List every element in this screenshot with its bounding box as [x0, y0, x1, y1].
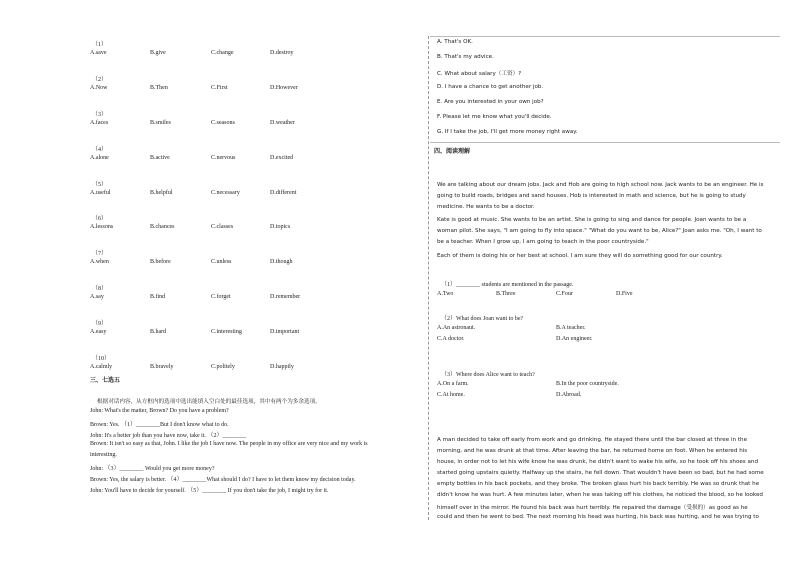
- question-number: （8）: [92, 286, 108, 292]
- question-number: （5）: [92, 182, 108, 188]
- option-b: B.find: [150, 294, 166, 300]
- dialogue-line: Brown: Yes, the salary is better. （4）________What should I do? I have to let them know my decision today.: [90, 477, 356, 483]
- dialogue-line: Brown: It isn't so easy as that, John. I like the job I have now. The people in my office are very nice and my work is: [90, 441, 368, 447]
- column-divider: [428, 36, 429, 520]
- box-option: B. That's my advice.: [437, 54, 494, 60]
- question-stem: （2）What does Joan want to be?: [441, 316, 524, 322]
- question-number: （2）: [92, 77, 108, 83]
- dialogue-line: interesting.: [90, 452, 117, 458]
- option-b: B.give: [150, 50, 166, 56]
- option-d: D.Abroad.: [556, 392, 582, 398]
- box-option: C. What about salary（工资）?: [437, 71, 522, 77]
- passage-line: medicine. He wants to be a doctor.: [437, 204, 535, 210]
- option-d: D.An engineer.: [556, 336, 593, 342]
- dialogue-line: John: （3）________ Would you get more money?: [90, 466, 215, 472]
- dialogue-line: John: What's the matter, Brown? Do you have a problem?: [90, 408, 229, 414]
- option-a: A.lessons: [90, 224, 114, 230]
- option-d: D.weather: [270, 120, 295, 126]
- question-number: （3）: [92, 112, 108, 118]
- passage-line: morning, and he was drunk at that time. After leaving the bar, he returned home on foot. When he entered his: [437, 448, 748, 454]
- option-c: C.Four: [556, 291, 573, 297]
- option-c: C.nervous: [211, 155, 236, 161]
- dialogue-line: John: You'll have to decide for yourself. （5）________ If you don't take the job, I might try for it.: [90, 488, 329, 494]
- option-a: A.easy: [90, 329, 107, 335]
- option-d: D.remember: [270, 294, 301, 300]
- option-a: A.useful: [90, 190, 111, 196]
- box-option: F. Please let me know what you'll decide.: [437, 114, 552, 120]
- option-b: B.before: [150, 259, 171, 265]
- passage-line: Kate is good at music. She wants to be an artist. She is going to sing and dance for people. Joan wants to be a: [437, 217, 747, 223]
- question-number: （9）: [92, 321, 108, 327]
- option-b: B.hard: [150, 329, 167, 335]
- box-top-border: [430, 36, 780, 37]
- option-b: B.active: [150, 155, 170, 161]
- option-a: A.say: [90, 294, 104, 300]
- option-d: D.topics: [270, 224, 291, 230]
- option-a: A.alone: [90, 155, 109, 161]
- option-a: A.Now: [90, 85, 108, 91]
- option-d: D.important: [270, 329, 300, 335]
- option-c: C.change: [211, 50, 234, 56]
- option-a: A.On a farm.: [437, 381, 469, 387]
- passage-line: woman pilot. She says, "I am going to fly into space." "What do you want to be, Alice?" Joan asks me. "Oh, I want to: [437, 228, 762, 234]
- passage-line: be a teacher. When I grow up, I am going to teach in the poor countryside.": [437, 239, 649, 245]
- passage-line: Each of them is doing his or her best at school. I am sure they will do something good for our country.: [437, 253, 723, 259]
- option-c: C.unless: [211, 259, 232, 265]
- question-number: （7）: [92, 251, 108, 257]
- option-c: C.At home.: [437, 392, 465, 398]
- passage-line: house, in order not to let his wife know he was drunk, he didn't want to wake his wife, so he took off his shoes and: [437, 459, 759, 465]
- passage-line: going to build roads, bridges and sand houses. Hob is interested in math and science, but he is going to study: [437, 193, 746, 199]
- option-d: D.different: [270, 190, 297, 196]
- option-b: B.Then: [150, 85, 168, 91]
- box-option: E. Are you interested in your own job?: [437, 99, 544, 105]
- option-c: C.classes: [211, 224, 234, 230]
- section-instruction: 根据对话内容，从方框内的选项中选出能填入空白处的最佳选项，其中有两个为多余选项。: [97, 399, 321, 405]
- option-d: D.destroy: [270, 50, 294, 56]
- option-c: C.seasons: [211, 120, 235, 126]
- question-stem: （1）________ students are mentioned in the passage.: [441, 282, 574, 288]
- option-d: D.though: [270, 259, 293, 265]
- option-b: B.helpful: [150, 190, 173, 196]
- passage-line: could and then he went to bed. The next morning his head was hurting, his back was hurting, and he was trying to: [437, 514, 759, 520]
- option-b: B.chances: [150, 224, 175, 230]
- option-b: B.bravely: [150, 364, 174, 370]
- option-a: A.Two: [437, 291, 454, 297]
- option-c: C.interesting: [211, 329, 242, 335]
- option-a: A.faces: [90, 120, 109, 126]
- passage-line: himself over in the mirror. He found his back was hurt terribly. He repaired the damage（受损的）as good as he: [437, 505, 748, 511]
- box-option: G. If I take the job, I'll get more money right away.: [437, 129, 578, 135]
- question-stem: （3）Where does Alice want to teach?: [441, 372, 535, 378]
- option-c: C.A doctor.: [437, 336, 465, 342]
- option-d: D.However: [270, 85, 298, 91]
- option-c: C.First: [211, 85, 228, 91]
- box-option: D. I have a chance to get another job.: [437, 84, 544, 90]
- question-number: （10）: [92, 356, 111, 362]
- dialogue-line: John: It's a better job than you have now, take it. （2）________: [90, 433, 247, 439]
- box-bottom-border: [430, 142, 780, 143]
- passage-line: started going upstairs quietly. Halfway up the stairs, he fell down. That wouldn't have been so bad, but he had some: [437, 470, 764, 476]
- section-title: 三、七选五: [90, 377, 121, 384]
- passage-line: didn't know he was hurt. A few minutes later, when he was taking off his clothes, he noticed the blood, so he looked: [437, 492, 763, 498]
- section-title: 四、阅读理解: [434, 148, 471, 155]
- passage-line: A man decided to take off early from work and go drinking. He stayed there until the bar closed at three in the: [437, 437, 748, 443]
- option-d: D.happily: [270, 364, 294, 370]
- option-b: B.smiles: [150, 120, 171, 126]
- option-c: C.necessary: [211, 190, 240, 196]
- passage-line: empty bottles in his back pockets, and they broke. The broken glass hurt his back terribly. He was so drunk that he: [437, 481, 760, 487]
- option-a: A.save: [90, 50, 107, 56]
- box-option: A. That's OK.: [437, 39, 473, 45]
- option-d: D.excited: [270, 155, 294, 161]
- option-b: B.A teacher.: [556, 325, 586, 331]
- option-c: C.forget: [211, 294, 231, 300]
- question-number: （1）: [92, 42, 108, 48]
- option-c: C.politely: [211, 364, 235, 370]
- passage-line: We are talking about our dream jobs. Jack and Hob are going to high school now. Jack wants to be an engineer. He is: [437, 182, 764, 188]
- option-a: A.when: [90, 259, 109, 265]
- option-a: A.calmly: [90, 364, 113, 370]
- question-number: （6）: [92, 216, 108, 222]
- option-b: B.Three: [496, 291, 516, 297]
- option-b: B.In the poor countryside.: [556, 381, 619, 387]
- dialogue-line: Brown: Yes. （1）________But I don't know what to do.: [90, 422, 229, 428]
- option-a: A.An astronaut.: [437, 325, 476, 331]
- option-d: D.Five: [616, 291, 633, 297]
- question-number: （4）: [92, 147, 108, 153]
